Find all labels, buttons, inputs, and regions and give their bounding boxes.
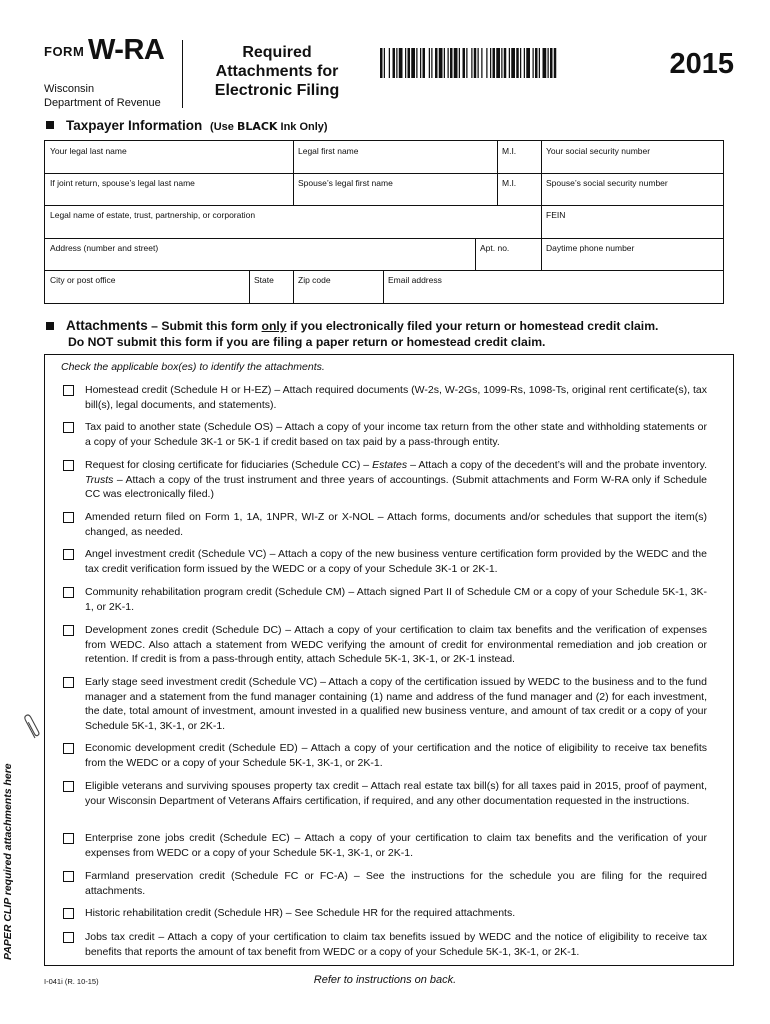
section-bullet-icon bbox=[46, 322, 54, 330]
checkbox-homestead[interactable] bbox=[63, 385, 74, 396]
fein-field[interactable]: FEIN bbox=[546, 210, 566, 220]
spouse-first-name-field[interactable]: Spouse’s legal first name bbox=[298, 178, 393, 188]
form-word: FORM bbox=[44, 44, 85, 59]
entity-name-field[interactable]: Legal name of estate, trust, partnership, or corporation bbox=[50, 210, 256, 220]
spouse-last-name-field[interactable]: If joint return, spouse’s legal last name bbox=[50, 178, 195, 188]
checkbox-amended-return[interactable] bbox=[63, 512, 74, 523]
form-barcode bbox=[380, 48, 618, 78]
ink-note: (Use BLACK Ink Only) bbox=[210, 120, 328, 133]
apt-number-field[interactable]: Apt. no. bbox=[480, 243, 510, 253]
attachments-box: Check the applicable box(es) to identify the attachments. Homestead credit (Schedule H or H-EZ) – Attach required documents (W-2s, W-2Gs, 1099-Rs, 1098-Ts, original rent certificate(s), tax bill(s), legal documents, and statements). Tax paid to another state (Schedule OS) – Attach a copy of your income tax return from the other state and withholding statements or a copy of your Schedule 3K-1 or 5K-1 if credit based on tax paid by a pass-through entity. Request for closing certificate for fiduciaries (Schedule CC) – Estates – Attach a copy of the decedent’s will and the probate inventory. Trusts – Attach a copy of the trust instrument and three years of accountings. (Submit attachments and Form W-RA only if Schedule CC was electronically filed.) Amended return filed on Form 1, 1A, 1NPR, WI-Z or X-NOL – Attach forms, documents and/or schedules that support the item(s) changed, as needed. Angel investment credit (Schedule VC) – Attach a copy of the new business venture certification form provided by the WEDC and the tax credit verification form issued by the WEDC or a copy of your Schedule 3K-1 or 2K-1. Community rehabilitation program credit (Schedule CM) – Attach signed Part II of Schedule CM or a copy of your Schedule 5K-1, 3K-1, or 2K-1. Development zones credit (Schedule DC) – Attach a copy of your certification to claim tax benefits and the verification of expenses from WEDC. Also attach a statement from WEDC verifying the amount of credit for environmental remediation and job creation or retention. If credit is from a pass-through entity, attach Schedule 5K-1, 3K-1, or 2K-1 instead. Early stage seed investment credit (Schedule VC) – Attach a copy of the certification issued by WEDC to the business and to the fund manager and a statement from the fund manager containing (1) name and address of the fund manager and (2) for each investment, the date, total amount of investment, amount invested in a qualified new business venture, and amount of tax credit or a copy of your Schedule 5K-1, 3K-1, or 2K-1. Economic development credit (Schedule ED) – Attach a copy of your certification and the notice of eligibility to receive tax benefits from the WEDC or a copy of your Schedule 5K-1, 3K-1, or 2K-1. Eligible veterans and surviving spouses property tax credit – Attach real estate tax bill(s) for all taxes paid in 2015, proof of payment, your Wisconsin Department of Veterans Affairs certification, if required, and any other documentation requested in the instructions. Enterprise zone jobs credit (Schedule EC) – Attach a copy of your certification to claim tax benefits and the verification of your expenses from WEDC or a copy of your Schedule 5K-1, 3K-1, or 2K-1. Farmland preservation credit (Schedule FC or FC-A) – See the instructions for the schedule you are filing for the required attachments. Historic rehabilitation credit (Schedule HR) – See Schedule HR for the required attachments. Jobs tax credit – Attach a copy of your certification to claim tax benefits issued by WEDC and the notice of eligibility to receive tax benefits that reports the amount of tax benefit from WEDC or a copy of your Schedule 5K-1, 3K-1, or 2K-1. bbox=[44, 354, 734, 966]
checkbox-farmland-preservation[interactable] bbox=[63, 871, 74, 882]
back-reference-note: Refer to instructions on back. bbox=[313, 974, 457, 986]
taxpayer-section-heading bbox=[46, 118, 328, 133]
check-instruction: Check the applicable box(es) to identify the attachments. bbox=[61, 361, 325, 373]
phone-field[interactable]: Daytime phone number bbox=[546, 243, 635, 253]
department-name: Department of Revenue bbox=[44, 97, 161, 109]
checkbox-jobs-tax-credit[interactable] bbox=[63, 932, 74, 943]
checkbox-other-state[interactable] bbox=[63, 422, 74, 433]
attachments-title: Attachments bbox=[66, 318, 148, 333]
tax-year: 2015 bbox=[669, 48, 734, 80]
first-name-field[interactable]: Legal first name bbox=[298, 146, 359, 156]
ssn-field[interactable]: Your social security number bbox=[546, 146, 651, 156]
taxpayer-info-grid bbox=[44, 140, 724, 304]
header-divider bbox=[182, 40, 183, 108]
checkbox-closing-certificate[interactable] bbox=[63, 460, 74, 471]
ink-color: BLACK bbox=[236, 120, 278, 133]
checkbox-enterprise-zone[interactable] bbox=[63, 833, 74, 844]
checkbox-veterans-credit[interactable] bbox=[63, 781, 74, 792]
checkbox-development-zones[interactable] bbox=[63, 625, 74, 636]
title-line-2: Attachments for bbox=[215, 63, 339, 80]
form-number: I-041i (R. 10-15) bbox=[44, 977, 99, 986]
issuing-agency bbox=[44, 82, 161, 110]
city-field[interactable]: City or post office bbox=[50, 275, 116, 285]
form-header bbox=[44, 34, 734, 112]
form-code: W-RA bbox=[88, 34, 165, 66]
spouse-middle-initial-field[interactable]: M.I. bbox=[502, 178, 517, 188]
paper-return-warning: Do NOT submit this form if you are filing a paper return or homestead credit claim. bbox=[68, 335, 546, 349]
paper-clip-note: PAPER CLIP required attachments here bbox=[2, 763, 14, 960]
taxpayer-section-title: Taxpayer Information bbox=[66, 118, 203, 133]
title-line-3: Electronic Filing bbox=[214, 82, 340, 99]
state-name: Wisconsin bbox=[44, 83, 95, 95]
zip-field[interactable]: Zip code bbox=[298, 275, 331, 285]
email-field[interactable]: Email address bbox=[388, 275, 442, 285]
spouse-ssn-field[interactable]: Spouse’s social security number bbox=[546, 178, 668, 188]
address-field[interactable]: Address (number and street) bbox=[50, 243, 159, 253]
form-title bbox=[202, 43, 352, 100]
title-line-1: Required bbox=[242, 44, 312, 61]
paper-clip-icon bbox=[24, 712, 40, 742]
checkbox-community-rehab[interactable] bbox=[63, 587, 74, 598]
section-bullet-icon bbox=[46, 121, 54, 129]
middle-initial-field[interactable]: M.I. bbox=[502, 146, 517, 156]
checkbox-early-stage-seed[interactable] bbox=[63, 677, 74, 688]
attachments-section-heading: Attachments – Submit this form only if you electronically filed your return or homestead credit claim. Do NOT submit this form if you are filing a paper return or homestead credit claim. bbox=[46, 318, 736, 350]
checkbox-angel-investment[interactable] bbox=[63, 549, 74, 560]
checkbox-economic-development[interactable] bbox=[63, 743, 74, 754]
state-field[interactable]: State bbox=[254, 275, 274, 285]
last-name-field[interactable]: Your legal last name bbox=[50, 146, 127, 156]
checkbox-historic-rehab[interactable] bbox=[63, 908, 74, 919]
